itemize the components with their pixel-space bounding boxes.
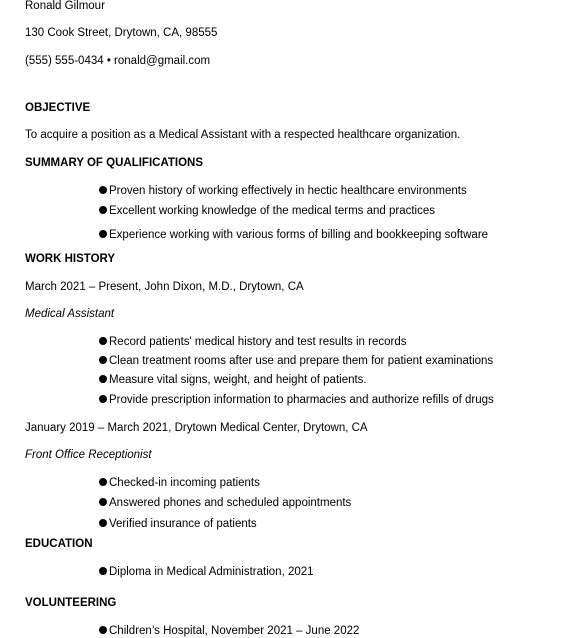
job-title: Front Office Receptionist	[25, 449, 152, 461]
job-bullet: Clean treatment rooms after use and prepare them for patient examinations	[99, 354, 493, 368]
bullet-icon	[99, 626, 107, 634]
contact-name: Ronald Gilmour	[25, 0, 105, 12]
bullet-icon	[99, 478, 107, 486]
work-heading: WORK HISTORY	[25, 253, 116, 265]
summary-bullet: Excellent working knowledge of the medical terms and practices	[99, 204, 435, 218]
job-bullet: Answered phones and scheduled appointments	[99, 496, 351, 510]
bullet-icon	[99, 206, 107, 214]
bullet-icon	[99, 498, 107, 506]
summary-heading: SUMMARY OF QUALIFICATIONS	[25, 157, 204, 169]
job-bullet: Checked-in incoming patients	[99, 476, 260, 490]
bullet-icon	[99, 395, 107, 403]
volunteering-bullet: Children’s Hospital, November 2021 – June 2022	[99, 624, 359, 638]
bullet-icon	[99, 186, 107, 194]
summary-bullet: Experience working with various forms of billing and bookkeeping software	[99, 228, 488, 242]
contact-phone-email: (555) 555-0434 • ronald@gmail.com	[25, 55, 211, 67]
summary-bullet: Proven history of working effectively in hectic healthcare environments	[99, 184, 467, 198]
job-title: Medical Assistant	[25, 308, 115, 320]
job-bullet: Record patients' medical history and test results in records	[99, 335, 407, 349]
education-bullet: Diploma in Medical Administration, 2021	[99, 565, 314, 579]
bullet-icon	[99, 230, 107, 238]
bullet-icon	[99, 356, 107, 364]
bullet-icon	[99, 337, 107, 345]
job-bullet: Verified insurance of patients	[99, 517, 257, 531]
objective-heading: OBJECTIVE	[25, 102, 91, 114]
job-dates-employer: March 2021 – Present, John Dixon, M.D., Drytown, CA	[25, 281, 304, 293]
contact-address: 130 Cook Street, Drytown, CA, 98555	[25, 27, 218, 39]
bullet-icon	[99, 519, 107, 527]
bullet-icon	[99, 567, 107, 575]
objective-text: To acquire a position as a Medical Assistant with a respected healthcare organization.	[25, 129, 461, 141]
bullet-icon	[99, 375, 107, 383]
volunteering-heading: VOLUNTEERING	[25, 597, 117, 609]
job-bullet: Measure vital signs, weight, and height of patients.	[99, 373, 367, 387]
education-heading: EDUCATION	[25, 538, 93, 550]
job-bullet: Provide prescription information to pharmacies and authorize refills of drugs	[99, 393, 494, 407]
job-dates-employer: January 2019 – March 2021, Drytown Medical Center, Drytown, CA	[25, 422, 368, 434]
